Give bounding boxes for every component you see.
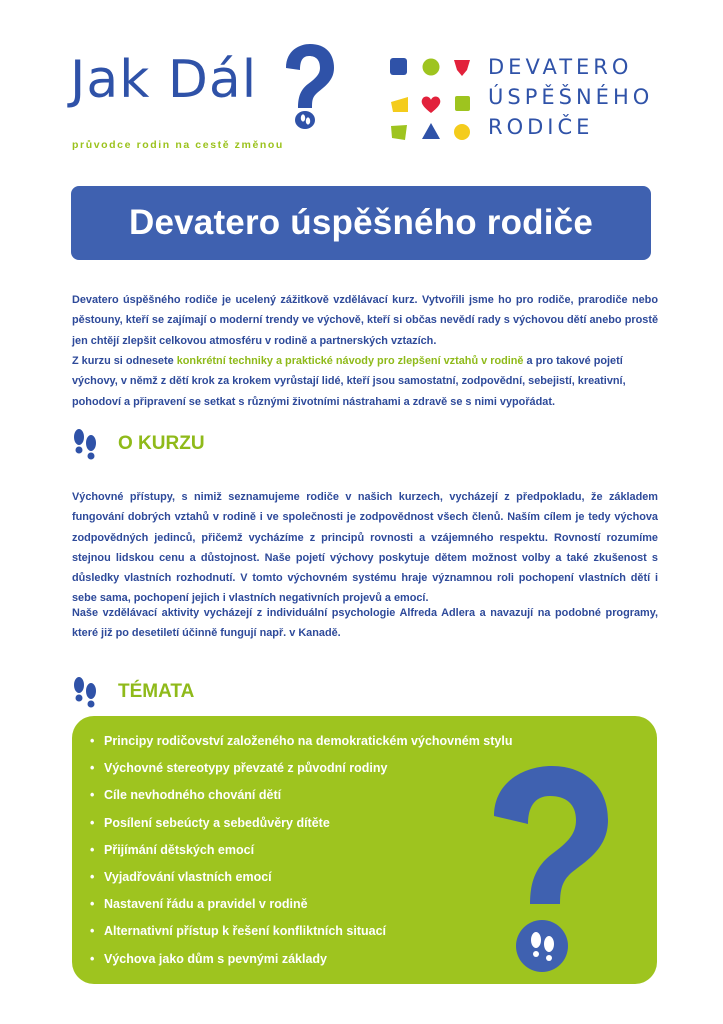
logo-title: Jak Dál (70, 50, 258, 110)
topics-box (72, 716, 657, 984)
logo-line-3: RODIČE (488, 115, 594, 139)
intro-text-start: Z kurzu si odnesete (72, 355, 177, 367)
topics-list (90, 730, 512, 975)
footprints-icon (72, 676, 98, 708)
logo-line-2: ÚSPĚŠNÉHO (488, 85, 654, 109)
section-about-title: O KURZU (118, 433, 205, 454)
section-topics-heading (72, 674, 194, 710)
question-mark-icon (278, 44, 336, 130)
intro-paragraph-1: Devatero úspěšného rodiče je ucelený zážitkově vzdělávací kurz. Vytvořili jsme ho pro rodiče, prarodiče nebo pěstouny, kteří se zajímají o moderní trendy ve výchově, kteří si občas nevědí rady s výchovou dětí anebo prostě jen chtějí zlepšit celkovou atmosféru v rodině a partnerských vztazích. (72, 294, 658, 347)
intro-paragraph-2 (72, 351, 658, 412)
list-item: • Nastavení řádu a pravidel v rodině (90, 897, 308, 912)
jak-dal-logo (70, 48, 330, 158)
section-topics-title: TÉMATA (118, 681, 195, 702)
about-paragraph-1: Výchovné přístupy, s nimiž seznamujeme rodiče v našich kurzech, vycházejí z předpokladu, že základem fungování dobrých vztahů v rodině i ve společnosti je zodpovědnost všech členů. Naším cílem je tedy výchova zodpovědných jedinců, přičemž vycházíme z principů rovnosti a vzájemného respektu. Rovností rozumíme stejnou lidskou cenu a důstojnost. Naše pojetí výchovy poskytuje dětem možnost volby a také zkušenost s důsledky vlastních rozhodnutí. V tomto výchovném systému hraje významnou roli pochopení vlastních dětí i sebe sama, pochopení jejich i vlastních negativních projevů a emocí. (72, 491, 658, 605)
list-item: • Posílení sebeúcty a sebedůvěry dítěte (90, 815, 330, 830)
list-item: • Přijímání dětských emocí (90, 842, 255, 857)
page-title: Devatero úspěšného rodiče (128, 203, 594, 242)
colored-shapes-icon (388, 56, 478, 142)
list-item: • Výchova jako dům s pevnými základy (90, 951, 328, 966)
list-item: • Výchovné stereotypy převzaté z původní rodiny (90, 761, 388, 776)
about-paragraph-2: Naše vzdělávací aktivity vycházejí z individuální psychologie Alfreda Adlera a navazují na podobné programy, které již po desetiletí účinně fungují např. v Kanadě. (72, 607, 658, 640)
intro-highlight: konkrétní techniky a praktické návody pro zlepšení vztahů v rodině (176, 355, 524, 367)
list-item: • Cíle nevhodného chování dětí (90, 788, 282, 803)
question-mark-icon (480, 764, 610, 974)
logo-subtitle: průvodce rodin na cestě změnou (72, 139, 284, 151)
devatero-logo (388, 54, 658, 146)
list-item: • Vyjadřování vlastních emocí (90, 869, 272, 884)
section-about-heading (72, 426, 205, 462)
list-item: • Principy rodičovství založeného na demokratickém výchovném stylu (90, 734, 513, 748)
footprints-icon (72, 428, 98, 460)
list-item: • Alternativní přístup k řešení konfliktních situací (90, 924, 387, 939)
logo-line-1: DEVATERO (488, 55, 633, 79)
title-banner (71, 186, 651, 260)
intro-text-end: a pro takové pojetí výchovy, v němž z dětí krok za krokem vyrůstají lidé, kteří jsou samostatní, zodpovědní, sebejistí, kreativní, pohodoví a připravení se setkat s různými životními nástrahami a zdravě se s nimi vypořádat. (72, 355, 626, 408)
